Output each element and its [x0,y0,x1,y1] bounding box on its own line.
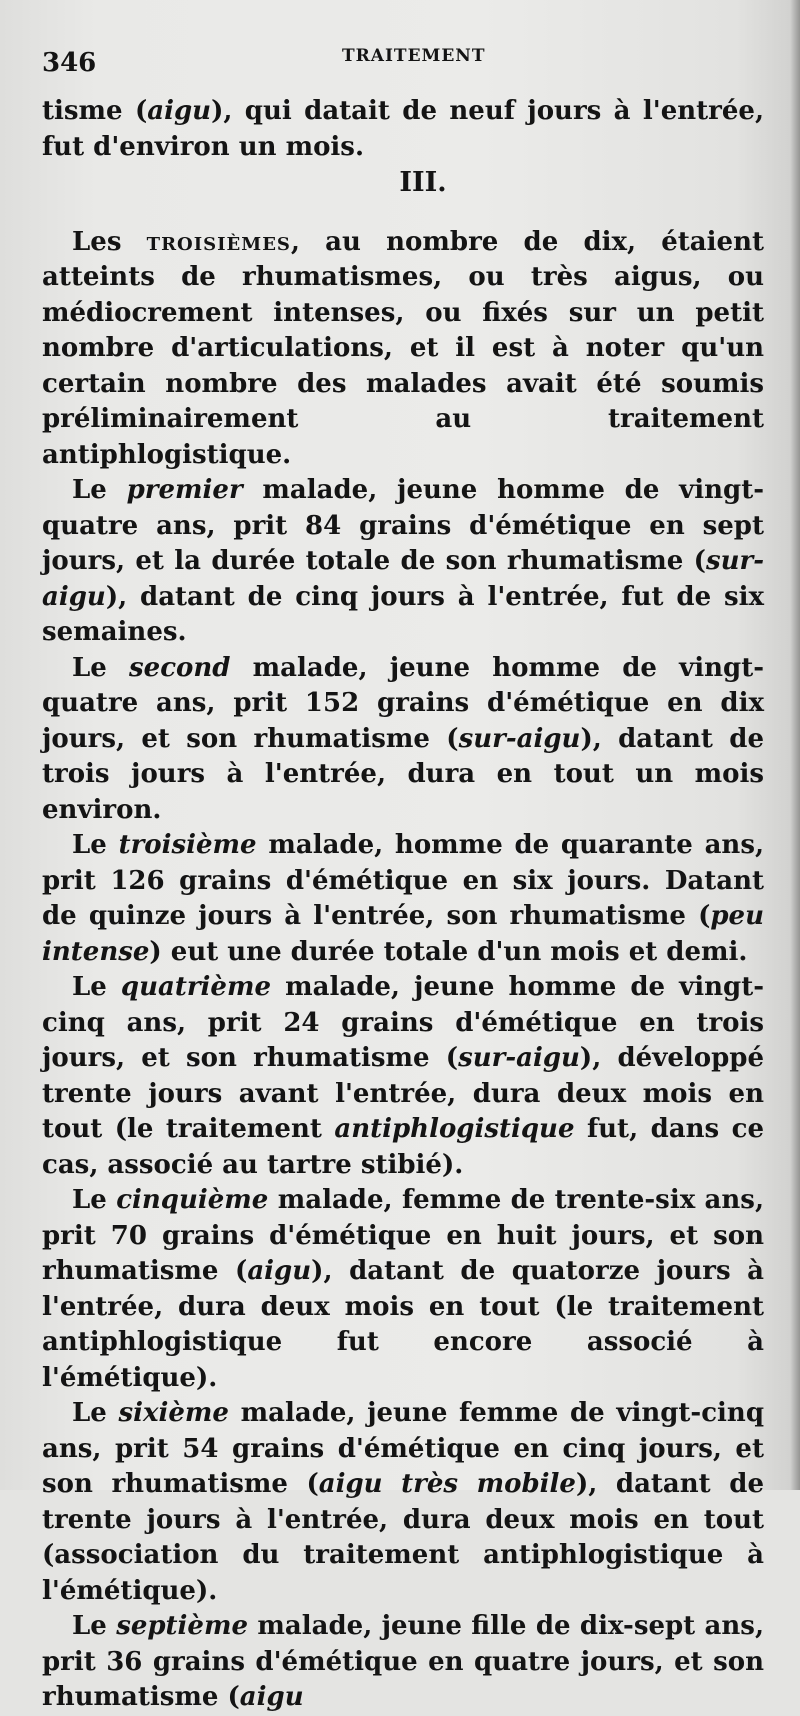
paragraph-second: Le second malade, jeune homme de vingt-quatre ans, prit 152 grains d'émétique en dix jours, et son rhumatisme (sur-aigu), datant de trois jours à l'entrée, dura en tout un mois environ. [42,652,765,825]
paragraph-premier: Le premier malade, jeune homme de vingt-quatre ans, prit 84 grains d'émétique en sept jours, et la durée totale de son rhumatisme (sur-aigu), datant de cinq jours à l'entrée, fut de six semaines. [42,475,765,647]
page-header [42,46,762,80]
section-title: III. [399,167,447,198]
page-edge-shadow [790,0,800,1490]
section-spacer [42,201,764,225]
paragraph-sixieme: Le sixième malade, jeune femme de vingt-cinq ans, prit 54 grains d'émétique en cinq jours, et son rhumatisme (aigu très mobile), datant de trente jours à l'entrée, dura deux mois en tout (association du traitement antiphlogistique à l'émétique). [42,1398,764,1606]
paragraph-troisieme: Le troisième malade, homme de quarante ans, prit 126 grains d'émétique en six jours. Datant de quinze jours à l'entrée, son rhumatisme (peu intense) eut une durée totale d'un mois et demi. [42,830,765,967]
paragraph-troisiemes: Les troisièmes, au nombre de dix, étaient atteints de rhumatismes, ou très aigus, ou médiocrement intenses, ou fixés sur un petit nombre d'articulations, et il est à noter qu'un certain nombre des malades avait été soumis préliminairement au traitement antiphlogistique. [42,226,764,470]
paragraph-septieme: Le septième malade, jeune fille de dix-sept ans, prit 36 grains d'émétique en quatre jours, et son rhumatisme (aigu [42,1611,764,1712]
paragraph-quatrieme: Le quatrième malade, jeune homme de vingt-cinq ans, prit 24 grains d'émétique en trois jours, et son rhumatisme (sur-aigu), développé trente jours avant l'entrée, dura deux mois en tout (le traitement antiphlogistique fut, dans ce cas, associé au tartre stibié). [42,972,765,1180]
page-body [42,94,764,1716]
paragraph-cinquieme: Le cinquième malade, femme de trente-six ans, prit 70 grains d'émétique en huit jours, et son rhumatisme (aigu), datant de quatorze jours à l'entrée, dura deux mois en tout (le traitement antiphlogistique fut encore associé à l'émétique). [42,1185,764,1393]
paragraph-continued: tisme (aigu), qui datait de neuf jours à l'entrée, fut d'environ un mois. [42,96,764,162]
running-head: TRAITEMENT [342,46,486,66]
page-number: 346 [42,48,97,78]
